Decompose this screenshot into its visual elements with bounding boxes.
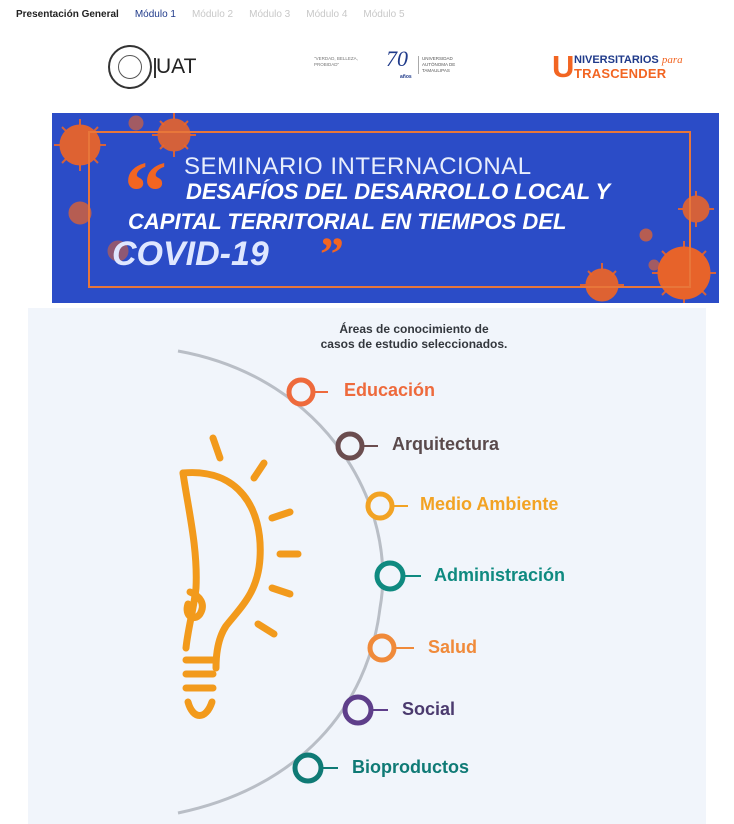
university-name: UNIVERSIDAD AUTÓNOMA DE TAMAULIPAS (418, 56, 468, 74)
university-seal-icon (108, 45, 152, 89)
area-bioproductos: Bioproductos (352, 757, 469, 777)
motto-text: "VERDAD, BELLEZA, PROBIDAD" (314, 56, 358, 67)
anniversary-number: 70 (386, 46, 408, 71)
slide-heading: Áreas de conocimiento de casos de estudio seleccionados. (320, 322, 508, 351)
node-social (345, 697, 371, 723)
area-salud: Salud (428, 637, 478, 657)
light-bulb-icon (183, 473, 260, 716)
banner-title-line-1: DESAFÍOS DEL DESARROLLO LOCAL Y (186, 179, 611, 204)
logo-strip (0, 30, 734, 110)
tab-modulo-4[interactable]: Módulo 4 (306, 9, 348, 20)
ut-logo-bottom: TRASCENDER (574, 66, 667, 81)
tab-modulo-3[interactable]: Módulo 3 (249, 9, 291, 20)
node-salud (370, 636, 394, 660)
tab-modulo-2[interactable]: Módulo 2 (191, 9, 234, 20)
area-administracion: Administración (434, 565, 566, 585)
area-social: Social (402, 699, 456, 719)
seminar-banner (52, 113, 719, 303)
uat-logo-text: UAT (156, 55, 197, 78)
area-arquitectura: Arquitectura (392, 434, 500, 454)
tab-modulo-1[interactable]: Módulo 1 (134, 9, 176, 20)
ut-logo-top: NIVERSITARIOS para (574, 54, 683, 66)
banner-subtitle: SEMINARIO INTERNACIONAL (184, 153, 532, 180)
anniversary-label: años (400, 74, 412, 80)
tab-presentacion-general[interactable]: Presentación General (16, 9, 119, 20)
universitarios-para-trascender-logo (552, 49, 692, 84)
close-quote-mark: ” (320, 228, 344, 281)
open-quote-mark: “ (124, 143, 167, 239)
arc-line (178, 351, 383, 813)
module-tabs (0, 0, 734, 30)
node-medio-ambiente (368, 494, 392, 518)
light-rays-icon (213, 438, 298, 634)
node-administracion (377, 563, 403, 589)
ut-logo-u: U (552, 49, 575, 84)
area-educacion: Educación (344, 380, 436, 400)
area-medio-ambiente: Medio Ambiente (420, 494, 559, 514)
node-bioproductos (295, 755, 321, 781)
tab-modulo-5[interactable]: Módulo 5 (363, 9, 405, 20)
knowledge-areas-slide (28, 308, 706, 824)
node-educacion (289, 380, 313, 404)
banner-title-line-3: COVID-19 (112, 235, 269, 273)
banner-title-line-2: CAPITAL TERRITORIAL EN TIEMPOS DEL (128, 209, 567, 234)
node-arquitectura (338, 434, 362, 458)
